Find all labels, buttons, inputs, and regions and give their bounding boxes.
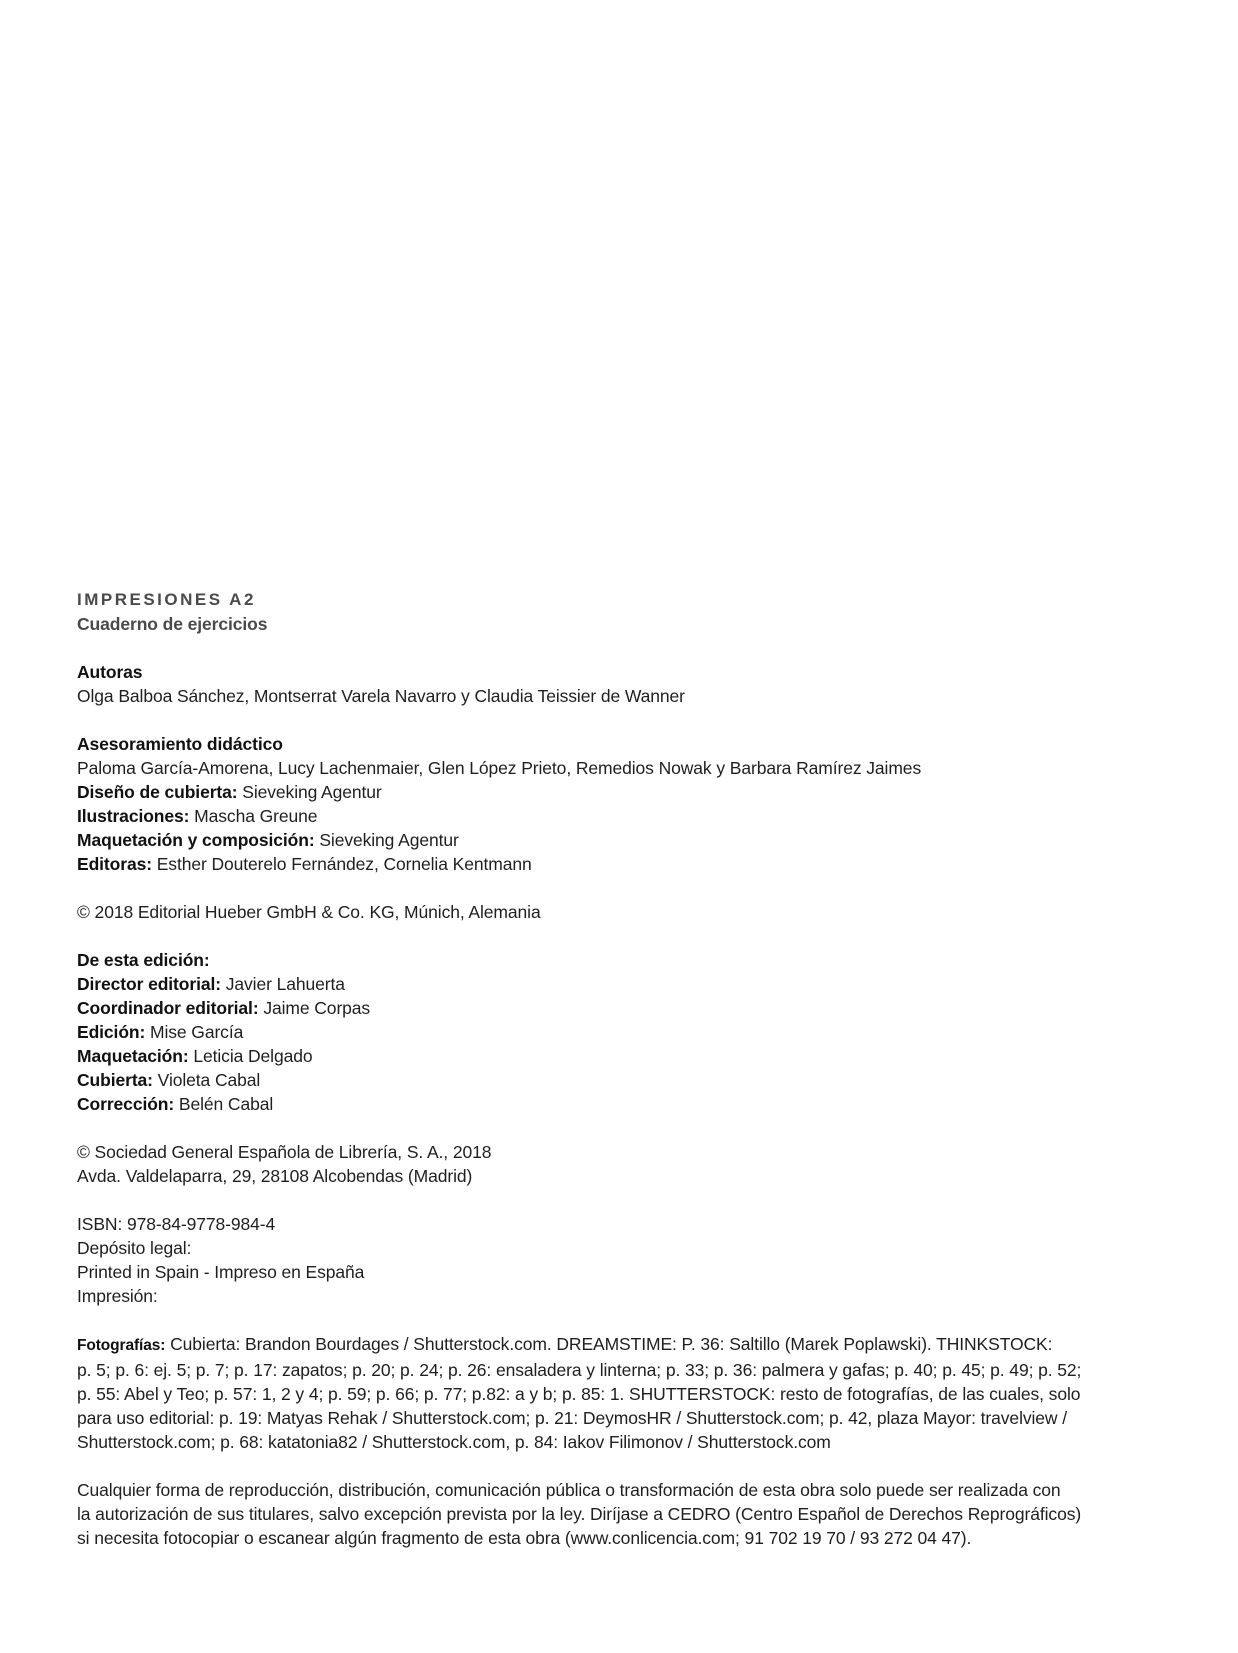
credit-value: Javier Lahuerta xyxy=(220,974,345,994)
book-title: IMPRESIONES A2 xyxy=(77,590,256,609)
credit-illustrations xyxy=(77,804,1137,828)
book-subtitle: Cuaderno de ejercicios xyxy=(77,614,268,634)
credit-cover-design xyxy=(77,780,1137,804)
credit-editors xyxy=(77,852,1137,876)
credit-label: Maquetación: xyxy=(77,1046,189,1066)
copyright-hueber: © 2018 Editorial Hueber GmbH & Co. KG, Múnich, Alemania xyxy=(77,902,541,922)
photo-credits-line: p. 55: Abel y Teo; p. 57: 1, 2 y 4; p. 59; p. 66; p. 77; p.82: a y b; p. 85: 1. SHUTTERSTOCK: resto de fotografías, de las cuales, solo xyxy=(77,1384,1081,1404)
credit-label: Ilustraciones: xyxy=(77,806,190,826)
photo-credits-line: p. 5; p. 6: ej. 5; p. 7; p. 17: zapatos; p. 20; p. 24; p. 26: ensaladera y linterna; p. 33; p. 36: palmera y gafas; p. 40; p. 45; p. 49; p. 52; xyxy=(77,1360,1082,1380)
credit-label: Edición: xyxy=(77,1022,146,1042)
credit-label: Cubierta: xyxy=(77,1070,153,1090)
photo-credits-line: para uso editorial: p. 19: Matyas Rehak / Shutterstock.com; p. 21: DeymosHR / Shutterstock.com; p. 42, plaza Mayor: travelview / xyxy=(77,1408,1067,1428)
edition-label: De esta edición: xyxy=(77,950,210,970)
legal-notice-line: Cualquier forma de reproducción, distribución, comunicación pública o transformación de esta obra solo puede ser realizada con xyxy=(77,1480,1061,1500)
advisory-label: Asesoramiento didáctico xyxy=(77,734,283,754)
isbn: ISBN: 978-84-9778-984-4 xyxy=(77,1214,276,1234)
credit-value: Belén Cabal xyxy=(174,1094,274,1114)
credit-layout xyxy=(77,1044,1137,1068)
printed-in: Printed in Spain - Impreso en España xyxy=(77,1262,365,1282)
photo-credits-line: Cubierta: Brandon Bourdages / Shutterstock.com. DREAMSTIME: P. 36: Saltillo (Marek Poplawski). THINKSTOCK: xyxy=(165,1334,1053,1354)
credit-label: Director editorial: xyxy=(77,974,221,994)
advisory-names: Paloma García-Amorena, Lucy Lachenmaier, Glen López Prieto, Remedios Nowak y Barbara Ramírez Jaimes xyxy=(77,758,922,778)
credit-value: Violeta Cabal xyxy=(152,1070,261,1090)
legal-deposit: Depósito legal: xyxy=(77,1238,192,1258)
credit-editorial-director xyxy=(77,972,1137,996)
credit-value: Sieveking Agentur xyxy=(314,830,459,850)
credit-label: Coordinador editorial: xyxy=(77,998,259,1018)
credit-layout-composition xyxy=(77,828,1137,852)
photo-credits-line: Shutterstock.com; p. 68: katatonia82 / Shutterstock.com, p. 84: Iakov Filimonov / Shutterstock.com xyxy=(77,1432,831,1452)
credit-label: Maquetación y composición: xyxy=(77,830,315,850)
legal-notice-line: la autorización de sus titulares, salvo excepción prevista por la ley. Diríjase a CEDRO (Centro Español de Derechos Reprográficos) xyxy=(77,1504,1082,1524)
legal-notice-line: si necesita fotocopiar o escanear algún fragmento de esta obra (www.conlicencia.com; 91 702 19 70 / 93 272 04 47). xyxy=(77,1528,972,1548)
credit-proofreading xyxy=(77,1092,1137,1116)
credit-edition xyxy=(77,1020,1137,1044)
credit-value: Sieveking Agentur xyxy=(237,782,382,802)
photo-credits xyxy=(77,1332,1137,1454)
imprint-page xyxy=(77,588,1137,1550)
credit-editorial-coordinator xyxy=(77,996,1137,1020)
credit-value: Esther Douterelo Fernández, Cornelia Kentmann xyxy=(151,854,532,874)
credit-label: Diseño de cubierta: xyxy=(77,782,238,802)
authors-label: Autoras xyxy=(77,662,143,682)
credit-cover xyxy=(77,1068,1137,1092)
credit-label: Editoras: xyxy=(77,854,152,874)
publisher-address: Avda. Valdelaparra, 29, 28108 Alcobendas (Madrid) xyxy=(77,1166,473,1186)
photo-credits-label: Fotografías: xyxy=(77,1337,166,1354)
copyright-sgel: © Sociedad General Española de Librería, S. A., 2018 xyxy=(77,1142,492,1162)
credit-value: Leticia Delgado xyxy=(188,1046,313,1066)
credit-value: Mise García xyxy=(145,1022,244,1042)
credit-value: Jaime Corpas xyxy=(258,998,371,1018)
authors-names: Olga Balboa Sánchez, Montserrat Varela Navarro y Claudia Teissier de Wanner xyxy=(77,686,685,706)
legal-notice xyxy=(77,1478,1137,1550)
printing: Impresión: xyxy=(77,1286,158,1306)
credit-label: Corrección: xyxy=(77,1094,175,1114)
credit-value: Mascha Greune xyxy=(189,806,318,826)
